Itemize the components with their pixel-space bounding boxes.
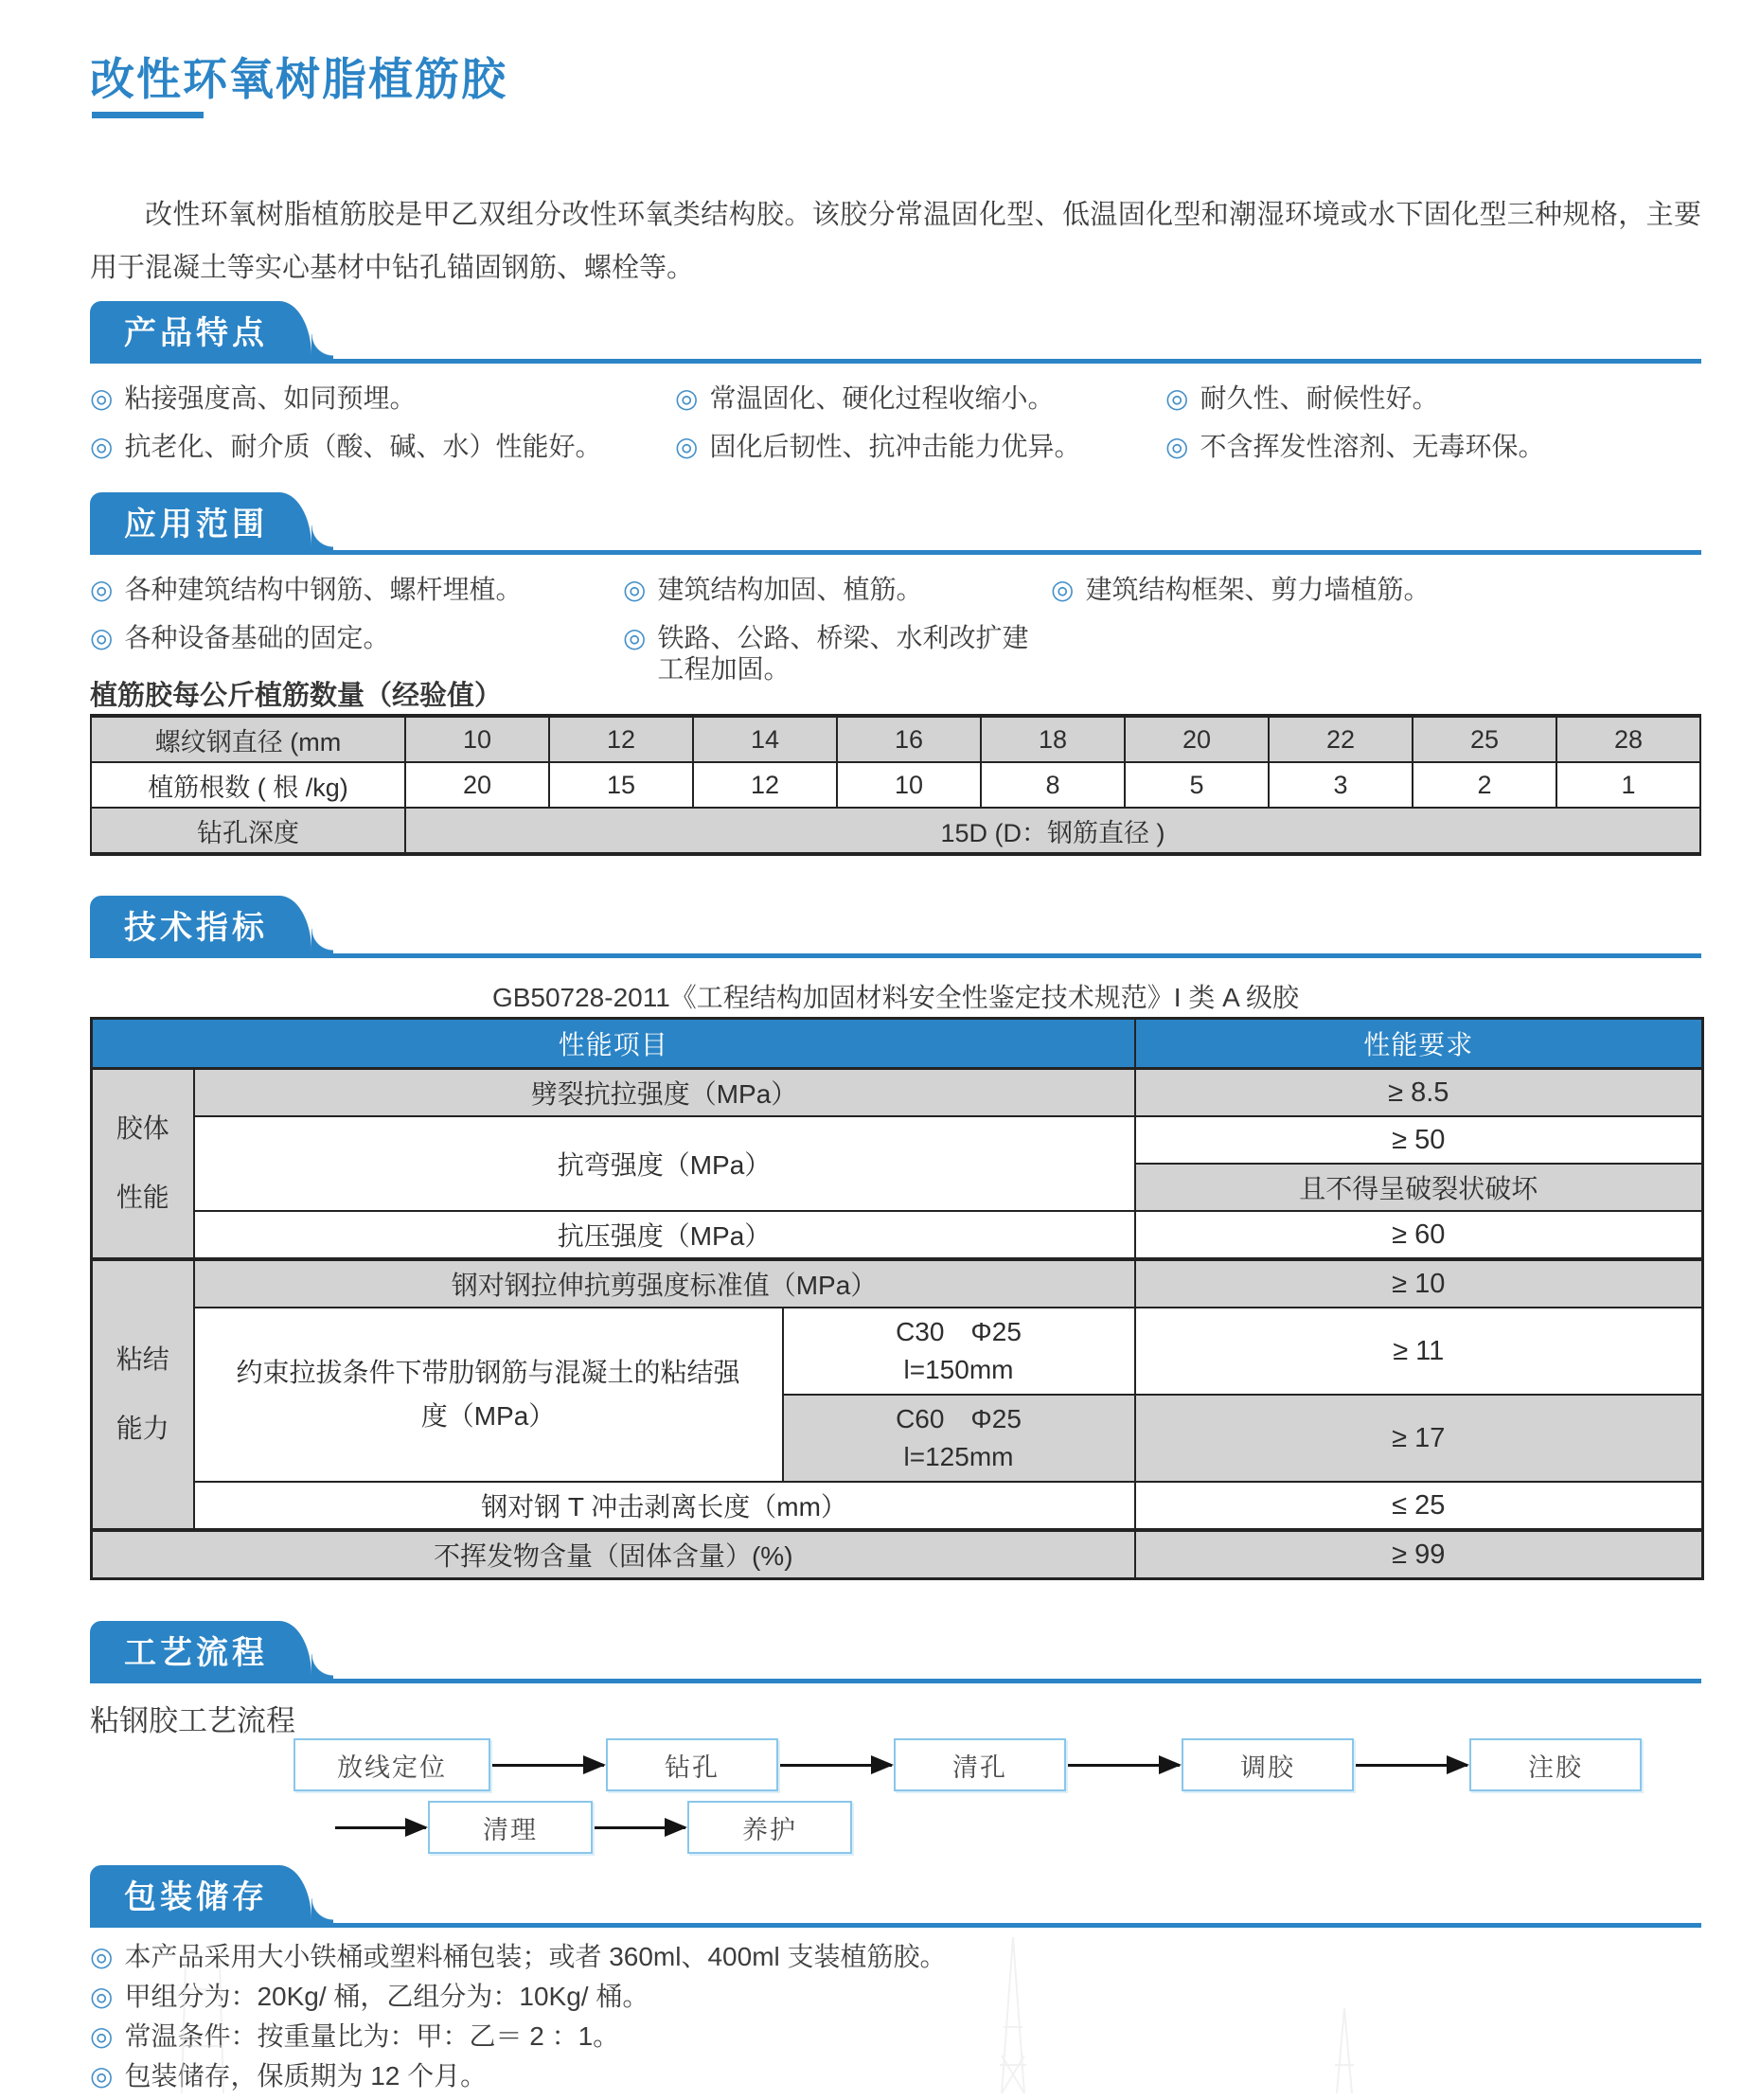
feature-text: 不含挥发性溶剂、无毒环保。 bbox=[1200, 432, 1545, 461]
title-underline bbox=[92, 112, 204, 118]
dosage-table-caption: 植筋胶每公斤植筋数量（经验值） bbox=[90, 681, 503, 711]
ring-bullet-icon: ◎ bbox=[90, 1982, 114, 2011]
ring-bullet-icon: ◎ bbox=[90, 2061, 114, 2091]
row-label: 螺纹钢直径 (mm bbox=[91, 716, 405, 762]
spec-table bbox=[90, 1017, 1704, 1580]
table-row: 粘结能力 钢对钢拉伸抗剪强度标准值（MPa） ≥ 10 bbox=[92, 1259, 1703, 1308]
col-header-item: 性能项目 bbox=[92, 1019, 1135, 1069]
section-underline bbox=[90, 1923, 1701, 1928]
packaging-item bbox=[90, 2060, 1701, 2091]
flow-arrow-icon bbox=[492, 1764, 604, 1767]
table-row: 植筋根数 ( 根 /kg) 20 15 12 10 8 5 3 2 1 bbox=[91, 762, 1700, 808]
spec-header-row bbox=[92, 1019, 1703, 1069]
section-underline bbox=[90, 550, 1701, 555]
section-tab-features: 产品特点 bbox=[90, 301, 311, 359]
flow-step-cleanup: 清理 bbox=[428, 1801, 593, 1854]
ring-bullet-icon: ◎ bbox=[675, 432, 699, 461]
ring-bullet-icon: ◎ bbox=[90, 575, 114, 604]
feature-item bbox=[675, 431, 1165, 462]
table-row: 抗压强度（MPa） ≥ 60 bbox=[92, 1211, 1703, 1259]
feature-item bbox=[90, 431, 675, 462]
flow-step-inject-glue: 注胶 bbox=[1469, 1738, 1642, 1791]
ring-bullet-icon: ◎ bbox=[1051, 575, 1075, 604]
application-text: 建筑结构框架、剪力墙植筋。 bbox=[1085, 575, 1431, 604]
col-header-requirement: 性能要求 bbox=[1135, 1019, 1703, 1069]
ring-bullet-icon: ◎ bbox=[90, 432, 114, 461]
feature-item bbox=[1165, 431, 1701, 462]
features-section-header bbox=[90, 301, 1701, 364]
flow-arrow-icon bbox=[335, 1826, 426, 1829]
ring-bullet-icon: ◎ bbox=[90, 383, 114, 413]
process-section-header bbox=[90, 1621, 1701, 1683]
ring-bullet-icon: ◎ bbox=[90, 1942, 114, 1971]
packaging-item bbox=[90, 1941, 1701, 1972]
ring-bullet-icon: ◎ bbox=[623, 575, 647, 604]
table-row: 钻孔深度 15D (D：钢筋直径 ) bbox=[91, 808, 1700, 854]
table-row: 约束拉拔条件下带肋钢筋与混凝土的粘结强度（MPa） C30 Φ25 l=150mm ≥ 11 bbox=[92, 1308, 1703, 1395]
ring-bullet-icon: ◎ bbox=[675, 383, 699, 413]
packaging-text: 包装储存，保质期为 12 个月。 bbox=[124, 2061, 488, 2091]
ring-bullet-icon: ◎ bbox=[1165, 432, 1189, 461]
intro-paragraph: 改性环氧树脂植筋胶是甲乙双组分改性环氧类结构胶。该胶分常温固化型、低温固化型和潮湿环境或水下固化型三种规格，主要用于混凝土等实心基材中钻孔锚固钢筋、螺栓等。 bbox=[90, 200, 1701, 283]
ring-bullet-icon: ◎ bbox=[623, 623, 647, 652]
row-label: 钻孔深度 bbox=[91, 808, 405, 854]
packaging-section-header bbox=[90, 1865, 1701, 1928]
table-row: 螺纹钢直径 (mm 10 12 14 16 18 20 22 25 28 bbox=[91, 716, 1700, 762]
ring-bullet-icon: ◎ bbox=[90, 2021, 114, 2051]
process-flow-row-2 bbox=[333, 1801, 852, 1854]
table-row: C60 Φ25 l=125mm ≥ 17 bbox=[92, 1395, 1703, 1482]
table-row: 不挥发物含量（固体含量）(%) ≥ 99 bbox=[92, 1530, 1703, 1579]
flow-step-cure: 养护 bbox=[687, 1801, 852, 1854]
applications-list bbox=[90, 574, 1701, 685]
section-underline bbox=[90, 1679, 1701, 1683]
packaging-text: 本产品采用大小铁桶或塑料桶包装；或者 360ml、400ml 支装植筋胶。 bbox=[124, 1942, 947, 1971]
application-item bbox=[90, 574, 623, 605]
process-subtitle: 粘钢胶工艺流程 bbox=[90, 1704, 295, 1737]
feature-text: 常温固化、硬化过程收缩小。 bbox=[709, 383, 1055, 413]
table-row: 钢对钢 T 冲击剥离长度（mm） ≤ 25 bbox=[92, 1482, 1703, 1530]
feature-text: 耐久性、耐候性好。 bbox=[1200, 383, 1439, 413]
application-item bbox=[623, 574, 1051, 605]
packaging-item bbox=[90, 2020, 1701, 2052]
application-text: 各种建筑结构中钢筋、螺杆埋植。 bbox=[124, 575, 523, 604]
flow-step-mix-glue: 调胶 bbox=[1182, 1738, 1354, 1791]
features-list bbox=[90, 383, 1701, 462]
application-item bbox=[1051, 574, 1701, 605]
section-tab-packaging: 包装储存 bbox=[90, 1865, 311, 1923]
gb-standard-note: GB50728-2011《工程结构加固材料安全性鉴定技术规范》I 类 A 级胶 bbox=[491, 983, 1300, 1012]
group-label-bond-capacity: 粘结能力 bbox=[92, 1259, 194, 1530]
packaging-item bbox=[90, 1981, 1701, 2012]
row-label: 植筋根数 ( 根 /kg) bbox=[91, 762, 405, 808]
flow-step-drill: 钻孔 bbox=[606, 1738, 778, 1791]
feature-text: 固化后韧性、抗冲击能力优异。 bbox=[709, 432, 1081, 461]
group-label-adhesive-body: 胶体性能 bbox=[92, 1069, 194, 1260]
feature-item bbox=[675, 383, 1165, 414]
flow-arrow-icon bbox=[780, 1764, 892, 1767]
ring-bullet-icon: ◎ bbox=[1165, 383, 1189, 413]
table-row: 胶体性能 劈裂抗拉强度（MPa） ≥ 8.5 bbox=[92, 1069, 1703, 1117]
section-tab-specs: 技术指标 bbox=[90, 896, 311, 953]
section-tab-process: 工艺流程 bbox=[90, 1621, 311, 1679]
application-text: 各种设备基础的固定。 bbox=[124, 623, 390, 652]
section-underline bbox=[90, 359, 1701, 364]
applications-section-header bbox=[90, 492, 1701, 555]
packaging-text: 甲组分为：20Kg/ 桶，乙组分为：10Kg/ 桶。 bbox=[124, 1982, 649, 2011]
feature-text: 抗老化、耐介质（酸、碱、水）性能好。 bbox=[124, 432, 602, 461]
flow-arrow-icon bbox=[1356, 1764, 1467, 1767]
feature-text: 粘接强度高、如同预埋。 bbox=[124, 383, 417, 413]
packaging-list bbox=[90, 1941, 1701, 2100]
feature-item bbox=[1165, 383, 1701, 414]
ring-bullet-icon: ◎ bbox=[90, 623, 114, 652]
section-tab-applications: 应用范围 bbox=[90, 492, 311, 550]
process-flow-row-1 bbox=[293, 1738, 1642, 1791]
table-row: 抗弯强度（MPa） ≥ 50 bbox=[92, 1116, 1703, 1164]
table-row: 且不得呈破裂状破坏 bbox=[92, 1164, 1703, 1211]
flow-arrow-icon bbox=[1068, 1764, 1180, 1767]
section-underline bbox=[90, 953, 1701, 958]
flow-step-clean-hole: 清孔 bbox=[894, 1738, 1066, 1791]
application-text: 建筑结构加固、植筋。 bbox=[657, 575, 923, 604]
flow-step-layout: 放线定位 bbox=[293, 1738, 490, 1791]
feature-item bbox=[90, 383, 675, 414]
page-title: 改性环氧树脂植筋胶 bbox=[90, 54, 507, 105]
application-text: 铁路、公路、桥梁、水利改扩建工程加固。 bbox=[657, 623, 1029, 684]
flow-arrow-icon bbox=[595, 1826, 685, 1829]
specs-section-header bbox=[90, 896, 1701, 958]
dosage-table bbox=[90, 714, 1701, 856]
packaging-text: 常温条件：按重量比为：甲：乙＝ 2 ：1。 bbox=[124, 2021, 620, 2051]
